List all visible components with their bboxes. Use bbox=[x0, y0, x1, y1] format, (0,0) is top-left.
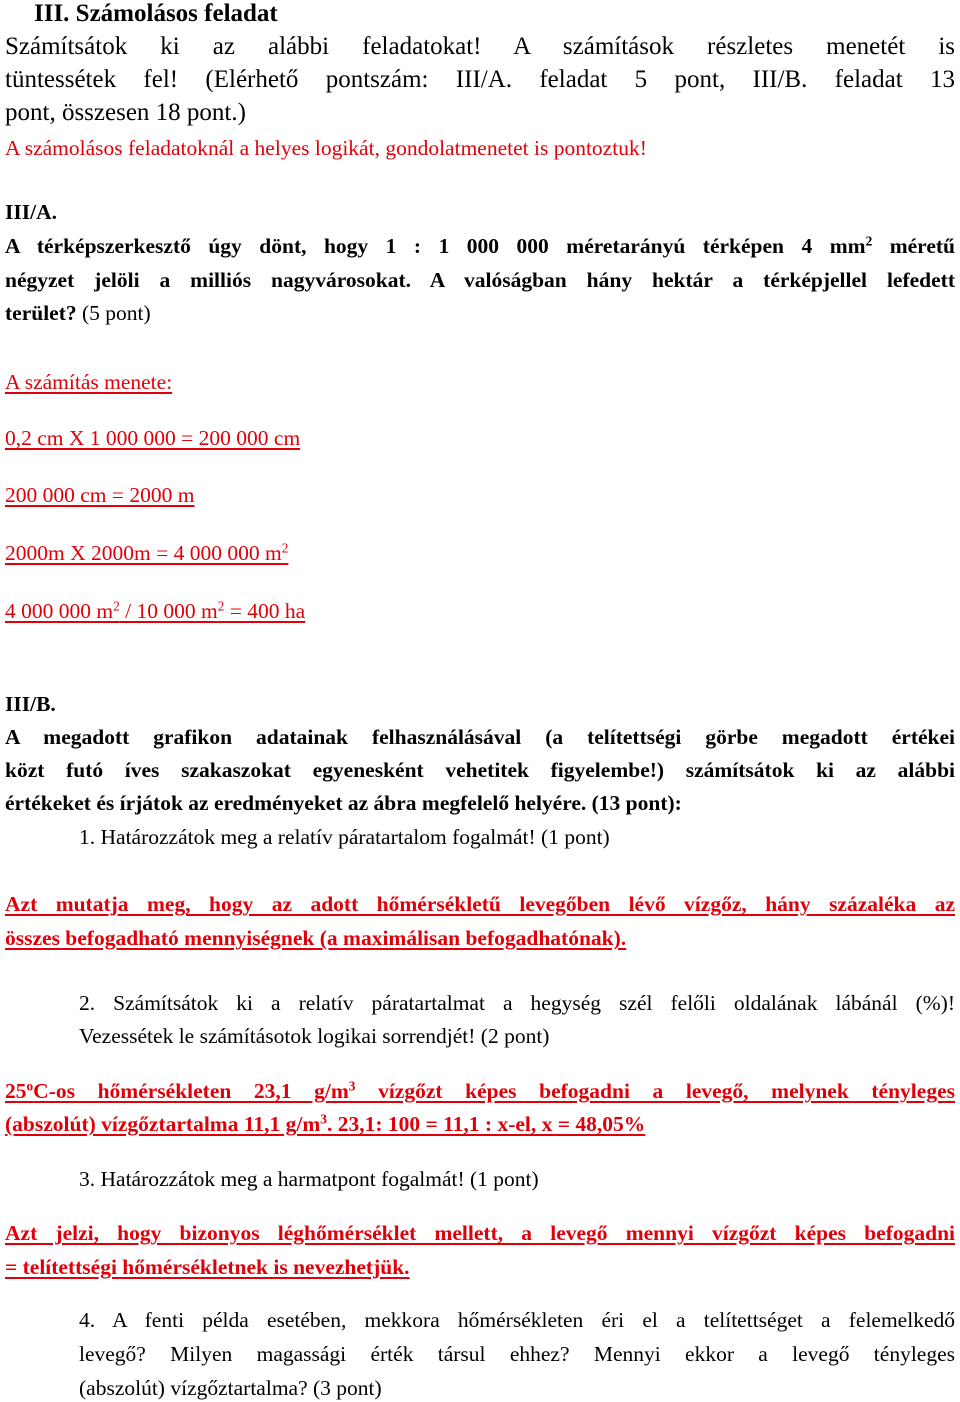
answer-3-line-1: Azt jelzi, hogy bizonyos léghőmérséklet mellett, a levegő mennyi vízgőzt képes befogadni bbox=[5, 1221, 955, 1245]
calc-step-1: 0,2 cm X 1 000 000 = 200 000 cm bbox=[5, 426, 301, 450]
task-b-para-line-2: közt futó íves szakaszokat egyenesként vehetitek figyelembe!) számítsátok ki az alábbi bbox=[5, 758, 955, 782]
answer-1-line-2: összes befogadható mennyiségnek (a maximálisan befogadhatónak). bbox=[5, 926, 627, 950]
calc-step-3 bbox=[5, 540, 955, 566]
a2-line2-result: . 23,1: 100 = 11,1 : x-el, x = 48,05% bbox=[326, 1112, 646, 1136]
question-2-line-1: 2. Számítsátok ki a relatív páratartalmat a hegység szél felőli oldalának lábánál (%)! bbox=[79, 991, 955, 1015]
scoring-note: A számolásos feladatoknál a helyes logikát, gondolatmenetet is pontoztuk! bbox=[5, 136, 647, 160]
q1-superscript: 2 bbox=[865, 233, 873, 249]
answer-2-line-1 bbox=[5, 1078, 955, 1104]
calc-heading: A számítás menete: bbox=[5, 370, 173, 394]
intro-line-1: Számítsátok ki az alábbi feladatokat! A számítások részletes menetét is bbox=[5, 33, 955, 60]
calc-step-4 bbox=[5, 598, 955, 624]
step4-text-c: = 400 ha bbox=[224, 599, 306, 623]
a2-degree-sup: o bbox=[26, 1078, 34, 1094]
question-4-line-3: (abszolút) vízgőztartalma? (3 pont) bbox=[79, 1376, 382, 1400]
a2-line2-text: (abszolút) vízgőztartalma 11,1 g/m bbox=[5, 1112, 321, 1136]
a2-line2-sup: 3 bbox=[320, 1111, 327, 1127]
q1-text-end: méretű bbox=[872, 234, 955, 258]
answer-2-line-2 bbox=[5, 1111, 955, 1137]
question-4-line-1: 4. A fenti példa esetében, mekkora hőmérsékleten éri el a telítettséget a felemelkedő bbox=[79, 1308, 955, 1332]
answer-1-line-1: Azt mutatja meg, hogy az adott hőmérsékletű levegőben lévő vízgőz, hány százaléka az bbox=[5, 892, 955, 916]
intro-line-2: tüntessétek fel! (Elérhető pontszám: III/A. feladat 5 pont, III/B. feladat 13 bbox=[5, 66, 955, 93]
section-title: III. Számolásos feladat bbox=[34, 0, 278, 27]
question-1: 1. Határozzátok meg a relatív páratartalom fogalmát! (1 pont) bbox=[79, 825, 610, 849]
task-a-question-line-2: négyzet jelöli a milliós nagyvárosokat. A valóságban hány hektár a térképjellel lefedett bbox=[5, 268, 955, 292]
task-a-question-line-1 bbox=[5, 233, 955, 259]
question-3: 3. Határozzátok meg a harmatpont fogalmát! (1 pont) bbox=[79, 1167, 539, 1191]
task-b-para-line-3: értékeket és írjátok az eredményeket az ábra megfelelő helyére. (13 pont): bbox=[5, 791, 682, 815]
q3-bold: terület? bbox=[5, 301, 77, 325]
task-a-question-line-3 bbox=[5, 300, 955, 326]
step4-superscript-1: 2 bbox=[113, 598, 120, 614]
step3-superscript: 2 bbox=[281, 540, 289, 556]
step3-text: 2000m X 2000m = 4 000 000 m bbox=[5, 541, 282, 565]
task-b-label: III/B. bbox=[5, 692, 56, 716]
answer-3-line-2: = telítettségi hőmérsékletnek is nevezhetjük. bbox=[5, 1255, 410, 1279]
question-2-line-2: Vezessétek le számításotok logikai sorrendjét! (2 pont) bbox=[79, 1024, 550, 1048]
step4-text-b: / 10 000 m bbox=[119, 599, 218, 623]
task-a-label: III/A. bbox=[5, 200, 57, 224]
q3-points: (5 pont) bbox=[76, 301, 151, 325]
task-b-para-line-1: A megadott grafikon adatainak felhasználásával (a telítettségi görbe megadott értékei bbox=[5, 725, 955, 749]
a2-text-c: vízgőzt képes befogadni a levegő, melynek tényleges bbox=[355, 1079, 955, 1103]
a2-temp: 25 bbox=[5, 1079, 27, 1103]
step4-text-a: 4 000 000 m bbox=[5, 599, 114, 623]
a2-cube-sup: 3 bbox=[348, 1078, 356, 1094]
q1-text: A térképszerkesztő úgy dönt, hogy 1 : 1 000 000 méretarányú térképen 4 mm bbox=[5, 234, 866, 258]
step4-superscript-2: 2 bbox=[217, 598, 225, 614]
calc-step-2: 200 000 cm = 2000 m bbox=[5, 483, 195, 507]
a2-text-b: C-os hőmérsékleten 23,1 g/m bbox=[33, 1079, 349, 1103]
question-4-line-2: levegő? Milyen magassági érték társul ehhez? Mennyi ekkor a levegő tényleges bbox=[79, 1342, 955, 1366]
intro-line-3: pont, összesen 18 pont.) bbox=[5, 99, 246, 126]
